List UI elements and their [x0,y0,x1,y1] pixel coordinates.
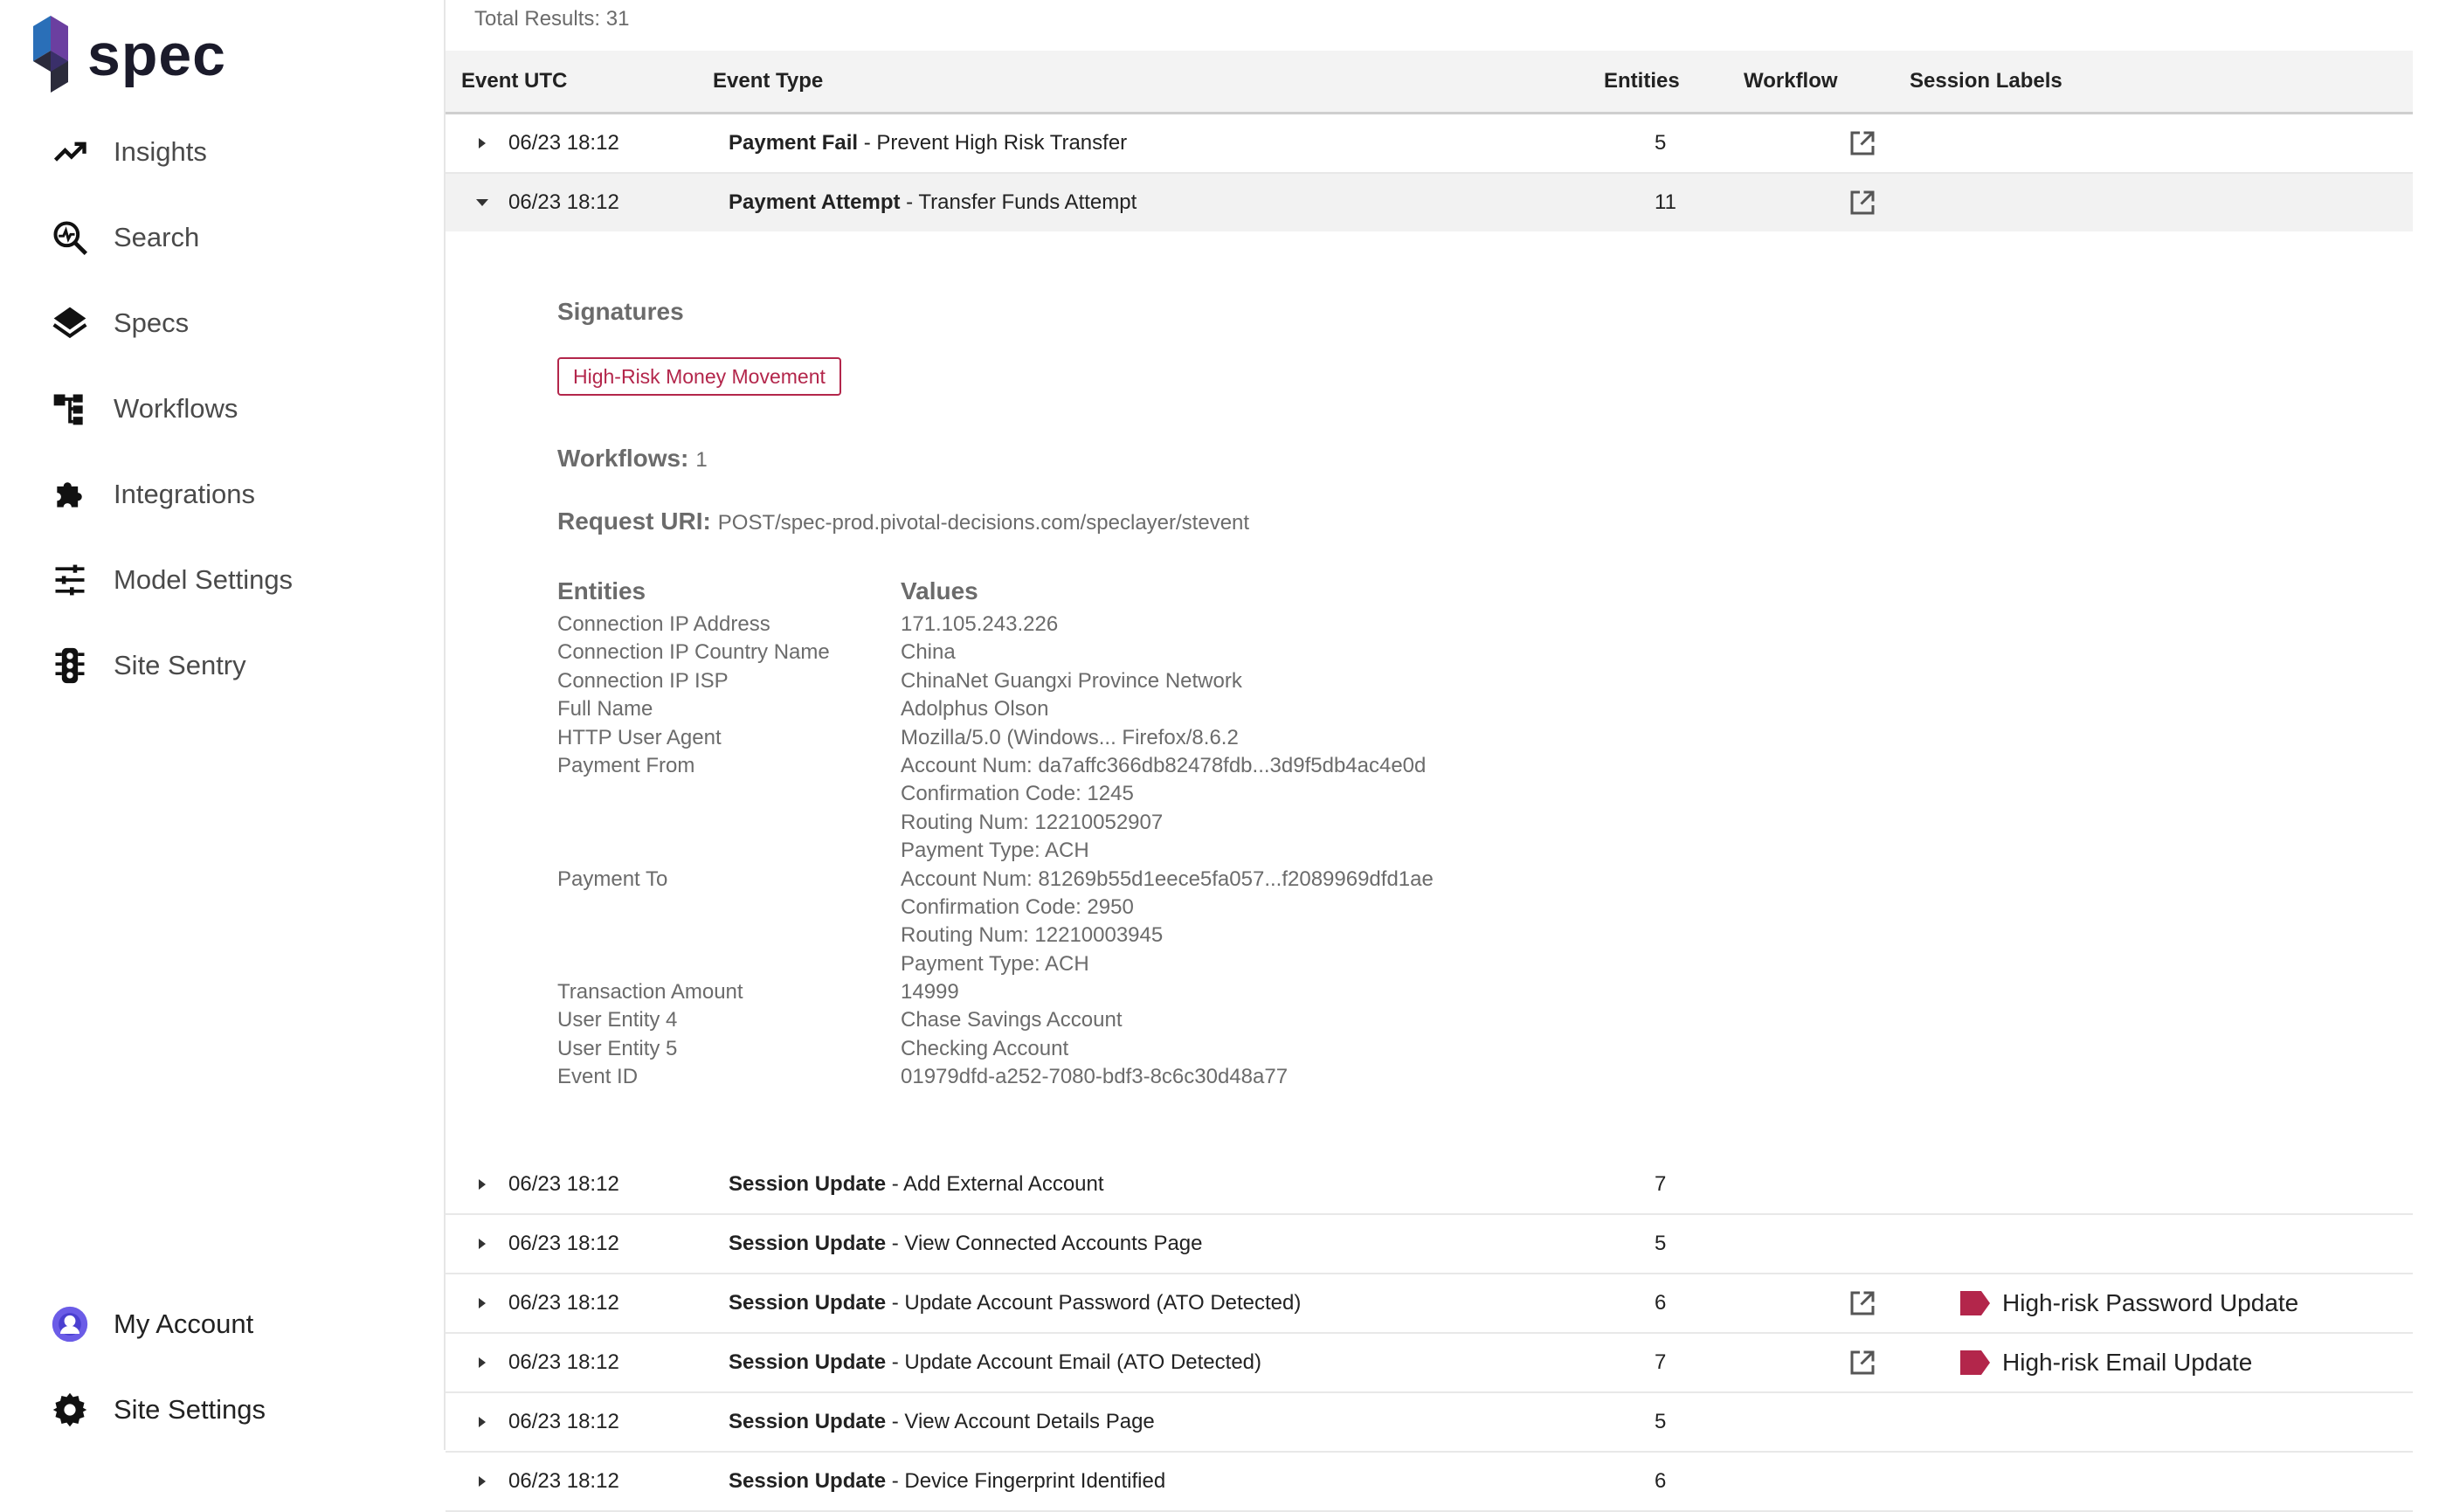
header-workflow[interactable]: Workflow [1744,69,1838,93]
event-type [729,1350,1655,1375]
event-utc: 06/23 18:12 [508,131,619,155]
open-external-icon[interactable] [1847,187,1878,218]
trending-up-icon [47,129,93,175]
signatures-title: Signatures [557,298,684,325]
entity-value: 171.105.243.226 [901,612,1059,636]
label-tag-icon [1960,1291,1990,1315]
event-type-name: Payment Fail [729,131,859,155]
workflow-cell [1794,1288,1960,1319]
entity-name: HTTP User Agent [557,725,722,749]
event-type [729,1172,1655,1197]
entity-values-list [901,611,1434,1092]
entity-name [557,780,830,808]
sidebar [0,0,446,1450]
table-header [446,51,2413,114]
nav-workflows[interactable] [47,383,238,435]
event-utc: 06/23 18:12 [508,1232,619,1255]
entities-count: 5 [1655,1410,1667,1433]
nav-label: Search [114,222,200,252]
label-tag-icon [1960,1350,1990,1375]
workflows-value: 1 [695,448,708,472]
workflow-cell [1794,187,1960,218]
entity-value: 14999 [901,980,959,1005]
event-utc: 06/23 18:12 [508,190,619,214]
workflows-label: Workflows: [557,445,689,472]
nav-label: Model Settings [114,564,294,595]
header-event-utc[interactable]: Event UTC [461,69,568,93]
entities-count: 7 [1655,1350,1667,1374]
header-event-type[interactable]: Event Type [713,69,824,93]
event-type-desc: - View Account Details Page [886,1410,1155,1433]
entities-count: 11 [1655,190,1676,214]
event-utc: 06/23 18:12 [508,1469,619,1493]
event-type-name: Session Update [729,1172,887,1196]
puzzle-icon [47,472,93,517]
total-results: Total Results: 31 [474,7,630,31]
event-type-name: Session Update [729,1350,887,1374]
entity-name: Payment To [557,866,668,891]
event-type-name: Session Update [729,1291,887,1315]
entity-value: Payment Type: ACH [901,951,1089,976]
entity-value: Routing Num: 12210003945 [901,923,1164,948]
workflow-icon [47,386,93,432]
table-row[interactable] [446,1274,2413,1334]
entity-value: Payment Type: ACH [901,839,1089,863]
entity-name: Connection IP Country Name [557,640,830,665]
entity-value: 01979dfd-a252-7080-bdf3-8c6c30d48a77 [901,1065,1289,1089]
event-type-desc: - Update Account Password (ATO Detected) [886,1291,1302,1315]
event-utc: 06/23 18:12 [508,1410,619,1433]
entities-count: 6 [1655,1291,1667,1315]
nav-model-settings[interactable] [47,554,293,606]
table-row[interactable] [446,1156,2413,1215]
values-header: Values [901,577,978,604]
event-type-desc: - Update Account Email (ATO Detected) [886,1350,1262,1374]
entity-name: Full Name [557,697,653,721]
table-row[interactable] [446,1453,2413,1512]
entity-name [557,894,830,922]
expand-caret-icon[interactable] [446,1235,508,1253]
entity-name: Payment From [557,753,695,777]
table-row[interactable] [446,114,2413,174]
main-content [446,0,2413,1493]
entity-value: Chase Savings Account [901,1008,1123,1032]
event-type-name: Session Update [729,1232,887,1255]
entity-names-list [557,611,830,1092]
entity-name: Transaction Amount [557,980,743,1005]
nav-label: Specs [114,307,190,338]
open-external-icon[interactable] [1847,1347,1878,1378]
event-type-desc: - View Connected Accounts Page [886,1232,1203,1255]
gear-icon [47,1387,93,1433]
nav-label: Insights [114,136,207,167]
event-type-desc: - Prevent High Risk Transfer [858,131,1128,155]
session-label-text: High-risk Password Update [2002,1289,2299,1316]
nav-integrations[interactable] [47,468,255,521]
event-utc: 06/23 18:12 [508,1350,619,1374]
open-external-icon[interactable] [1847,1288,1878,1319]
traffic-light-icon [47,643,93,688]
header-session-labels[interactable]: Session Labels [1910,69,2062,93]
table-row[interactable] [446,1334,2413,1393]
workflow-cell [1794,128,1960,159]
event-type-desc: - Transfer Funds Attempt [900,190,1137,214]
session-label-text: High-risk Email Update [2002,1349,2253,1376]
event-type-name: Payment Attempt [729,190,901,214]
nav-site-sentry[interactable] [47,639,246,692]
open-external-icon[interactable] [1847,128,1878,159]
nav-label: Workflows [114,393,238,424]
brand-logo[interactable] [31,16,226,94]
expand-caret-icon[interactable] [446,1295,508,1312]
sliders-icon [47,557,93,603]
entity-value: Routing Num: 12210052907 [901,810,1164,834]
nav-insights[interactable] [47,126,207,178]
entity-name: User Entity 5 [557,1036,678,1060]
entity-value: Adolphus Olson [901,697,1049,721]
event-type-desc: - Device Fingerprint Identified [886,1469,1166,1493]
event-utc: 06/23 18:12 [508,1291,619,1315]
entity-name: Event ID [557,1065,639,1089]
event-type [729,1469,1655,1494]
nav-site-settings[interactable] [47,1384,266,1436]
expand-caret-icon[interactable] [446,1176,508,1193]
event-type-desc: - Add External Account [886,1172,1104,1196]
nav-search[interactable] [47,211,199,264]
event-type [729,1291,1655,1315]
expand-caret-icon[interactable] [446,135,508,152]
collapse-caret-icon[interactable] [446,194,508,211]
nav-label: Site Settings [114,1394,266,1425]
entities-count: 6 [1655,1469,1667,1493]
entity-value: ChinaNet Guangxi Province Network [901,668,1242,693]
table-row-expanded[interactable] [446,174,2413,231]
entity-name [557,950,830,978]
expand-caret-icon[interactable] [446,1413,508,1431]
entity-value: Confirmation Code: 1245 [901,782,1134,806]
entity-value: Checking Account [901,1036,1069,1060]
event-type [729,131,1655,155]
entities-count: 5 [1655,131,1667,155]
entity-name: Connection IP Address [557,612,770,636]
request-uri-line [557,507,1249,535]
nav-label: My Account [114,1308,254,1339]
layers-icon [47,300,93,346]
nav-label: Integrations [114,479,255,509]
entities-count: 7 [1655,1172,1667,1196]
spec-logo-icon [31,16,73,94]
entity-name [557,922,830,949]
entities-header: Entities [557,577,646,604]
event-type-name: Session Update [729,1469,887,1493]
nav-my-account[interactable] [47,1298,253,1350]
entities-count: 5 [1655,1232,1667,1255]
nav-specs[interactable] [47,297,189,349]
table-row[interactable] [446,1215,2413,1274]
events-table [446,51,2413,1512]
request-uri-value: POST/spec-prod.pivotal-decisions.com/speclayer/stevent [717,511,1250,535]
expand-caret-icon[interactable] [446,1354,508,1371]
session-label-cell[interactable] [1960,1349,2413,1377]
entity-name [557,809,830,837]
search-icon [47,215,93,260]
workflow-cell [1794,1347,1960,1378]
entity-value: China [901,640,956,665]
entity-value: Mozilla/5.0 (Windows... Firefox/8.6.2 [901,725,1239,749]
entity-name: User Entity 4 [557,1008,678,1032]
event-type [729,1232,1655,1256]
entity-value: Confirmation Code: 2950 [901,894,1134,919]
entity-value: Account Num: da7affc366db82478fdb...3d9f5db4ac4e0d [901,753,1427,777]
avatar-icon [47,1301,93,1347]
event-type-name: Session Update [729,1410,887,1433]
workflows-line [557,445,708,473]
entity-name: Connection IP ISP [557,668,729,693]
event-details-panel [446,231,2413,1156]
session-label-cell[interactable] [1960,1289,2413,1317]
brand-name: spec [87,22,226,88]
event-type [729,190,1655,215]
request-uri-label: Request URI: [557,507,711,535]
event-type [729,1410,1655,1434]
expand-caret-icon[interactable] [446,1473,508,1490]
nav-label: Site Sentry [114,650,246,680]
table-row[interactable] [446,1393,2413,1453]
header-entities[interactable]: Entities [1604,69,1680,93]
signature-chip[interactable]: High-Risk Money Movement [557,357,841,396]
entity-value: Account Num: 81269b55d1eece5fa057...f2089969dfd1ae [901,866,1434,891]
entity-name [557,837,830,865]
event-utc: 06/23 18:12 [508,1172,619,1196]
